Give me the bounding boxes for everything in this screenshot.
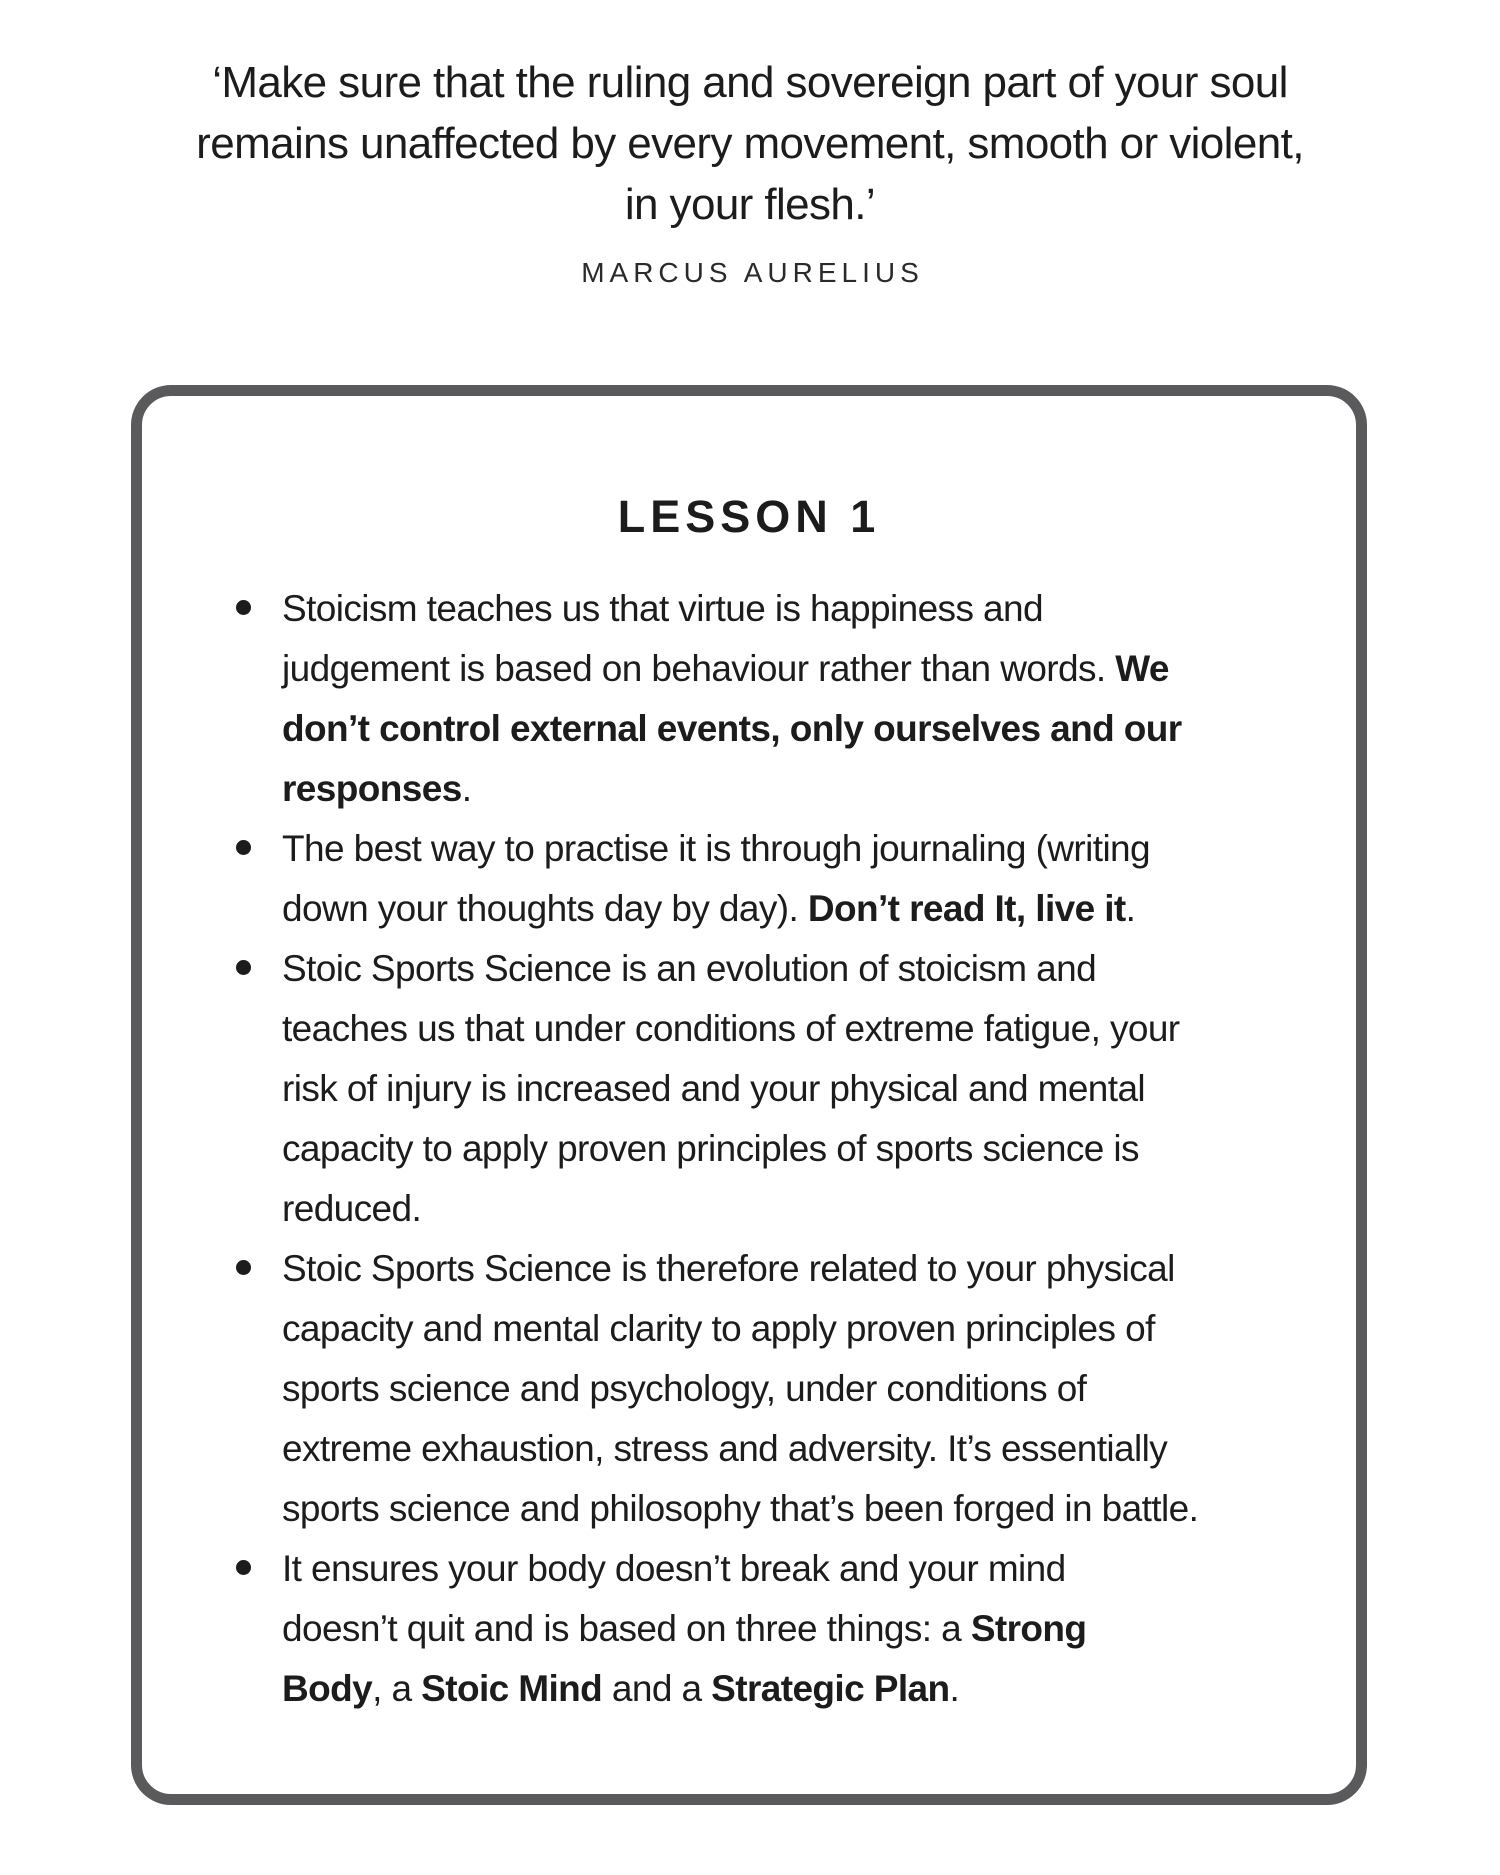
lesson-bullet-list bbox=[142, 579, 1356, 1719]
bold-text-run: Strong bbox=[970, 1608, 1087, 1649]
epigraph bbox=[0, 52, 1500, 289]
bullet-text-line bbox=[282, 699, 1316, 759]
lesson-bullet-item bbox=[142, 939, 1356, 1239]
text-run: judgement is based on behaviour rather than words. bbox=[282, 648, 1116, 689]
text-run: . bbox=[1125, 888, 1136, 929]
lesson-bullet-item bbox=[142, 579, 1356, 819]
bullet-text-line bbox=[282, 579, 1316, 639]
bold-text-run: responses bbox=[282, 768, 462, 809]
text-run: sports science and philosophy that’s been forged in battle. bbox=[282, 1488, 1199, 1529]
text-run: The best way to practise it is through journaling (writing bbox=[282, 828, 1151, 869]
bold-text-run: Stoic Mind bbox=[421, 1668, 603, 1709]
bullet-text-line bbox=[282, 1599, 1316, 1659]
text-run: reduced. bbox=[282, 1188, 422, 1229]
text-run: teaches us that under conditions of extreme fatigue, your bbox=[282, 1008, 1180, 1049]
bullet-dot-icon bbox=[236, 1560, 251, 1575]
text-run: extreme exhaustion, stress and adversity. It’s essentially bbox=[282, 1428, 1168, 1469]
bullet-dot-icon bbox=[236, 960, 251, 975]
bullet-text-line bbox=[282, 1239, 1316, 1299]
text-run: Stoic Sports Science is therefore related to your physical bbox=[282, 1248, 1175, 1289]
text-run: . bbox=[461, 768, 472, 809]
bullet-text-line bbox=[282, 1059, 1316, 1119]
text-run: down your thoughts day by day). bbox=[282, 888, 808, 929]
quote-line: remains unaffected by every movement, smooth or violent, bbox=[196, 119, 1304, 168]
bullet-text-line bbox=[282, 1419, 1316, 1479]
quote-author: MARCUS AURELIUS bbox=[581, 257, 924, 288]
bullet-text-line bbox=[282, 1299, 1316, 1359]
lesson-bullet-item bbox=[142, 819, 1356, 939]
text-run: capacity to apply proven principles of sports science is bbox=[282, 1128, 1139, 1169]
bullet-text-line bbox=[282, 819, 1316, 879]
bold-text-run: We bbox=[1115, 648, 1169, 689]
lesson-bullet-item bbox=[142, 1239, 1356, 1539]
bullet-text-line bbox=[282, 1539, 1316, 1599]
bold-text-run: Strategic Plan bbox=[711, 1668, 950, 1709]
bullet-text-line bbox=[282, 1359, 1316, 1419]
bullet-text-line bbox=[282, 879, 1316, 939]
lesson-box bbox=[131, 385, 1367, 1805]
quote-line: in your flesh.’ bbox=[624, 180, 876, 229]
bullet-text-line bbox=[282, 639, 1316, 699]
bullet-text-line bbox=[282, 1179, 1316, 1239]
text-run: , a bbox=[372, 1668, 422, 1709]
bullet-dot-icon bbox=[236, 600, 251, 615]
text-run: It ensures your body doesn’t break and your mind bbox=[282, 1548, 1066, 1589]
text-run: capacity and mental clarity to apply proven principles of bbox=[282, 1308, 1155, 1349]
bullet-text-line bbox=[282, 1659, 1316, 1719]
bullet-text-line bbox=[282, 939, 1316, 999]
text-run: . bbox=[949, 1668, 960, 1709]
quote-line: ‘Make sure that the ruling and sovereign part of your soul bbox=[212, 58, 1288, 107]
bold-text-run: don’t control external events, only ourselves and our bbox=[282, 708, 1182, 749]
bullet-text-line bbox=[282, 1479, 1316, 1539]
bullet-dot-icon bbox=[236, 1260, 251, 1275]
bullet-text-line bbox=[282, 1119, 1316, 1179]
text-run: and a bbox=[602, 1668, 712, 1709]
bullet-text-line bbox=[282, 759, 1316, 819]
lesson-title: LESSON 1 bbox=[617, 491, 881, 542]
bold-text-run: Body bbox=[282, 1668, 373, 1709]
lesson-bullet-item bbox=[142, 1539, 1356, 1719]
text-run: sports science and psychology, under conditions of bbox=[282, 1368, 1087, 1409]
text-run: doesn’t quit and is based on three things: a bbox=[282, 1608, 971, 1649]
bold-text-run: Don’t read It, live it bbox=[807, 888, 1126, 929]
bullet-text-line bbox=[282, 999, 1316, 1059]
text-run: risk of injury is increased and your physical and mental bbox=[282, 1068, 1146, 1109]
text-run: Stoic Sports Science is an evolution of stoicism and bbox=[282, 948, 1097, 989]
text-run: Stoicism teaches us that virtue is happiness and bbox=[282, 588, 1043, 629]
bullet-dot-icon bbox=[236, 840, 251, 855]
